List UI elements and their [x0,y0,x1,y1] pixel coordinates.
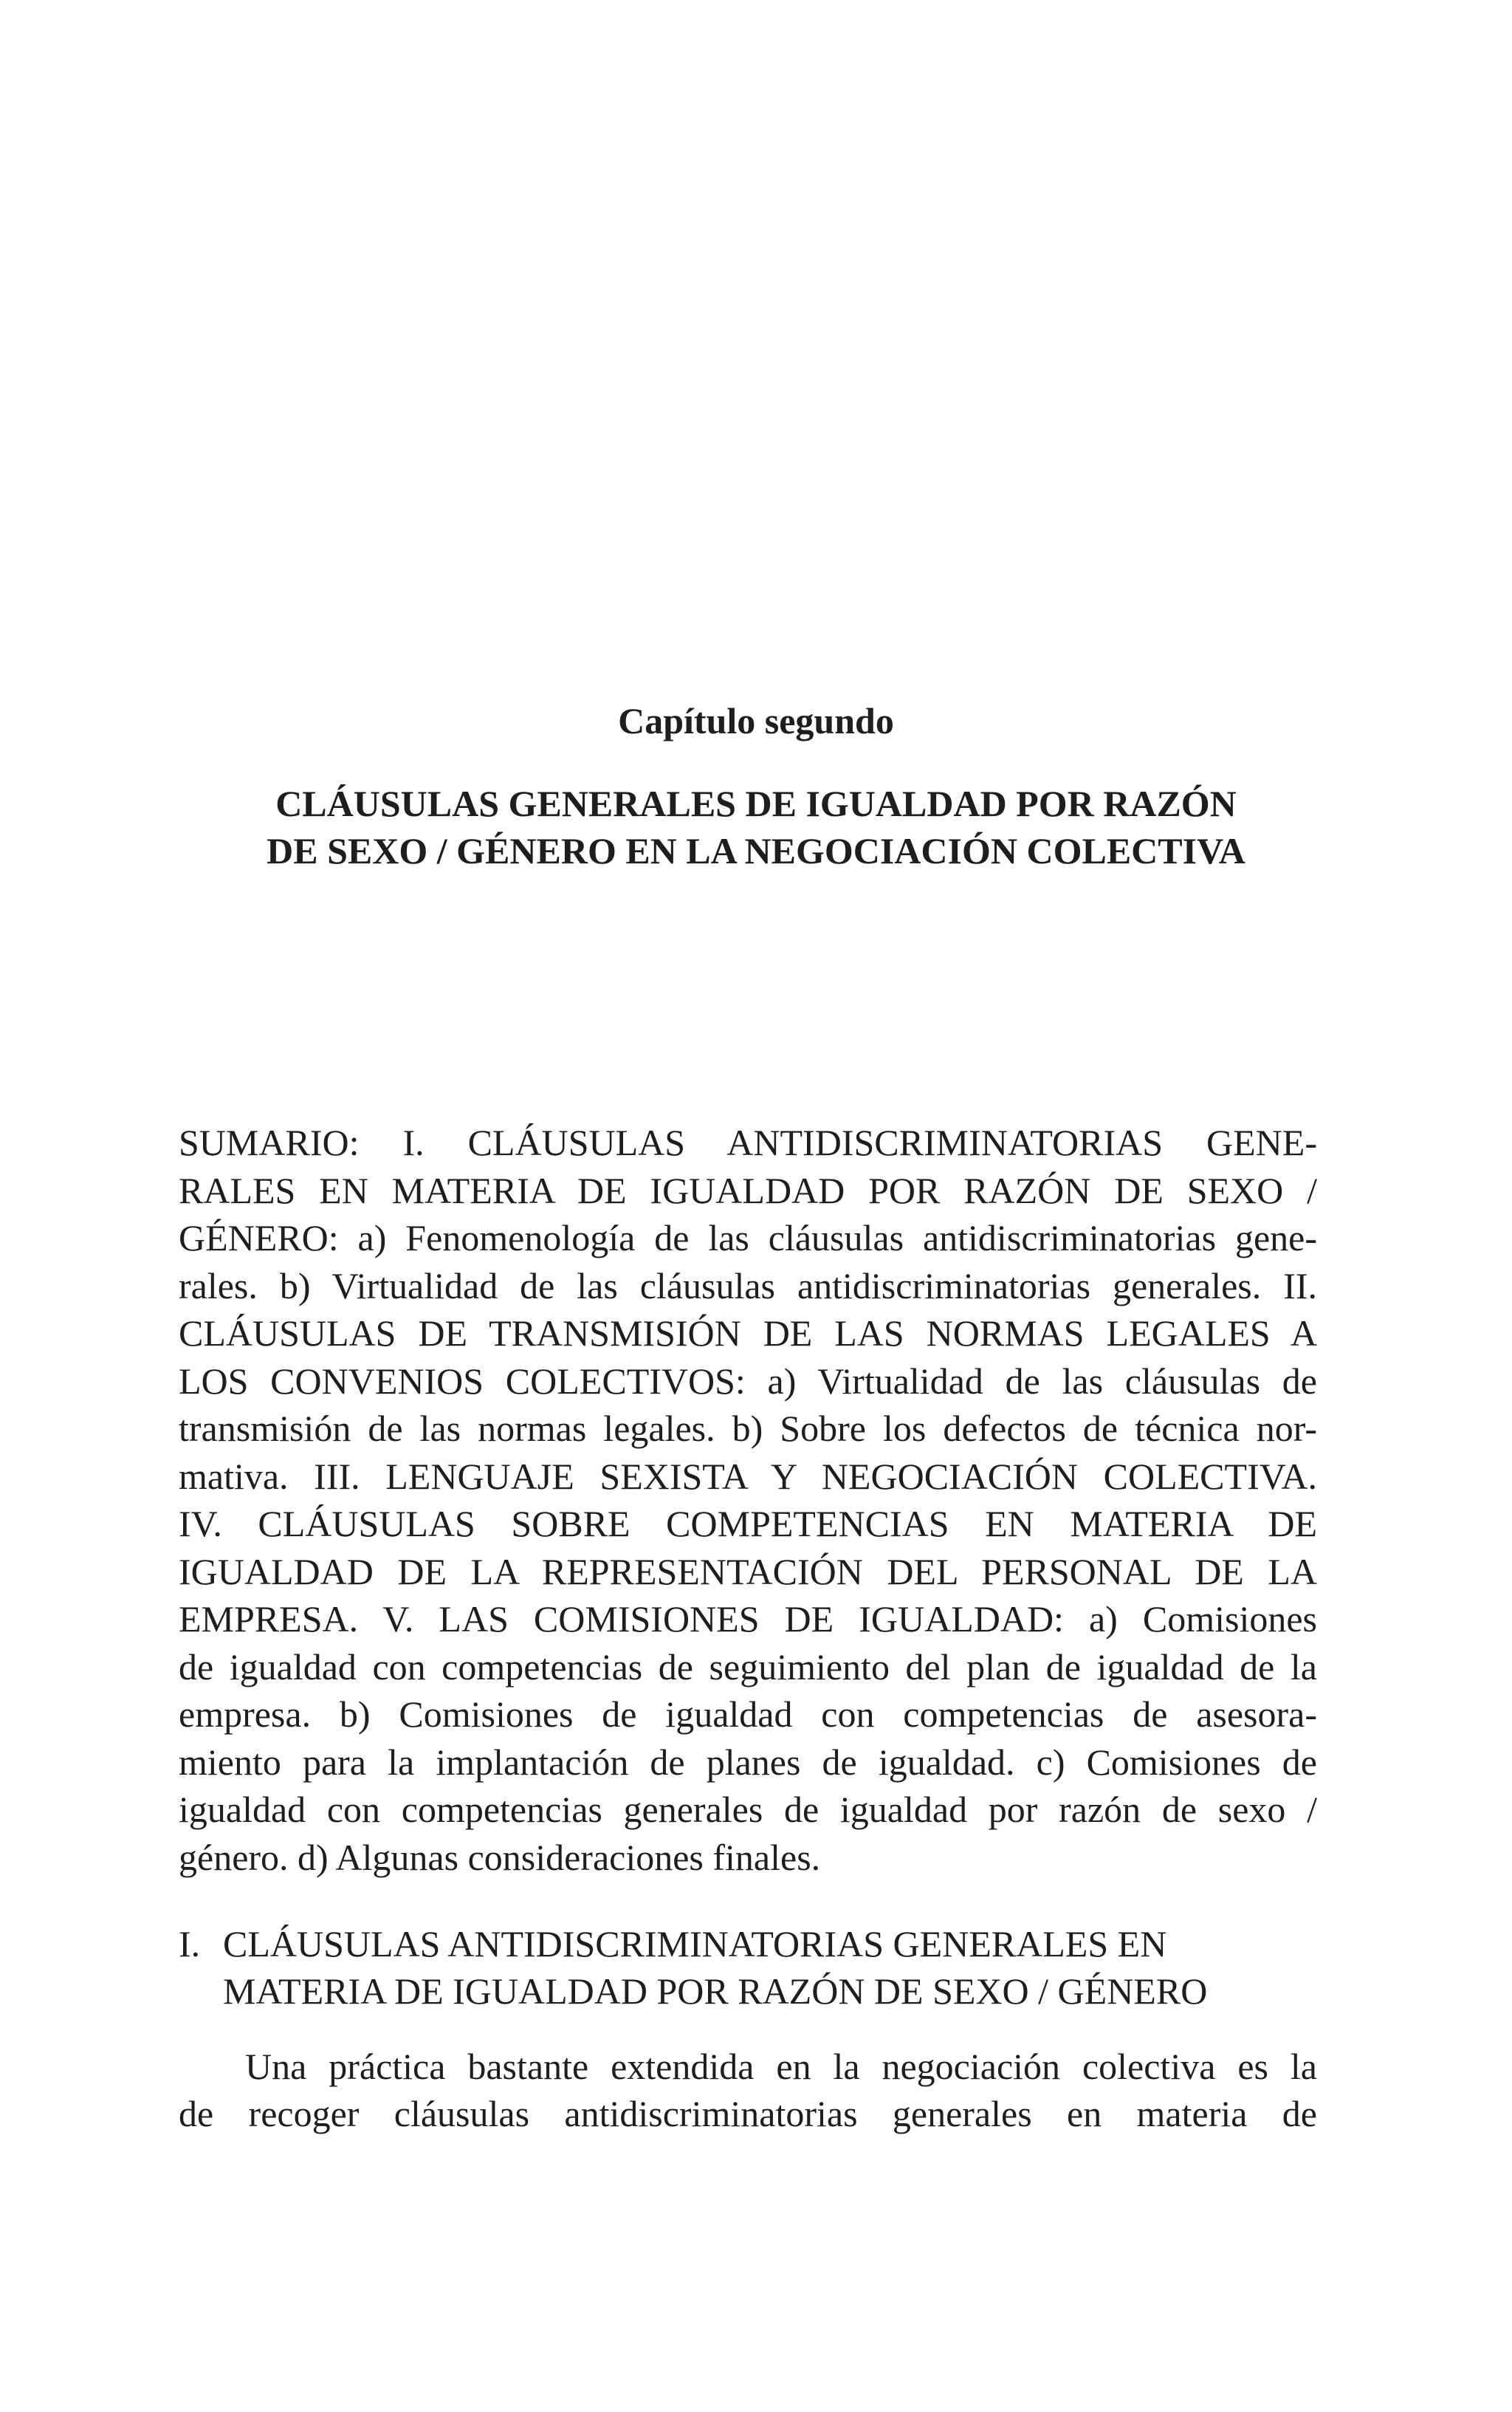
summary-line: CLÁUSULAS DE TRANSMISIÓN DE LAS NORMAS LEGALES A [179,1312,1317,1354]
chapter-title [0,780,1512,874]
chapter-title-line: CLÁUSULAS GENERALES DE IGUALDAD POR RAZÓN [275,783,1237,824]
summary-block [179,1119,1317,1881]
summary-line: mativa. III. LENGUAJE SEXISTA Y NEGOCIACIÓN COLECTIVA. [179,1455,1317,1497]
summary-line: empresa. b) Comisiones de igualdad con competencias de asesora- [179,1693,1317,1735]
chapter-label: Capítulo segundo [618,700,894,741]
body-line: de recoger cláusulas antidiscriminatorias generales en materia de [179,2093,1317,2134]
section-heading-line [179,1920,1330,1967]
section-title-text: CLÁUSULAS ANTIDISCRIMINATORIAS GENERALES EN [223,1923,1167,1964]
summary-line: LOS CONVENIOS COLECTIVOS: a) Virtualidad de las cláusulas de [179,1360,1317,1402]
section-heading [179,1920,1330,2015]
summary-line: GÉNERO: a) Fenomenología de las cláusulas antidiscriminatorias gene- [179,1217,1317,1258]
summary-line: igualdad con competencias generales de igualdad por razón de sexo / [179,1789,1317,1830]
section-number: I. [179,1923,201,1964]
summary-line: transmisión de las normas legales. b) Sobre los defectos de técnica nor- [179,1408,1317,1449]
summary-line: miento para la implantación de planes de igualdad. c) Comisiones de [179,1741,1317,1783]
summary-line: SUMARIO: I. CLÁUSULAS ANTIDISCRIMINATORIAS GENE- [179,1122,1317,1163]
summary-line: EMPRESA. V. LAS COMISIONES DE IGUALDAD: a) Comisiones [179,1598,1317,1640]
summary-line: IV. CLÁUSULAS SOBRE COMPETENCIAS EN MATERIA DE [179,1503,1317,1544]
summary-line: IGUALDAD DE LA REPRESENTACIÓN DEL PERSONAL DE LA [179,1550,1317,1592]
chapter-title-line: DE SEXO / GÉNERO EN LA NEGOCIACIÓN COLECTIVA [267,830,1245,871]
summary-line: rales. b) Virtualidad de las cláusulas antidiscriminatorias generales. II. [179,1264,1317,1306]
summary-line: género. d) Algunas consideraciones finales. [179,1836,821,1878]
summary-line: RALES EN MATERIA DE IGUALDAD POR RAZÓN DE SEXO / [179,1169,1317,1211]
summary-line: de igualdad con competencias de seguimiento del plan de igualdad de la [179,1645,1317,1688]
section-heading-line: MATERIA DE IGUALDAD POR RAZÓN DE SEXO / GÉNERO [223,1970,1208,2012]
body-line: Una práctica bastante extendida en la negociación colectiva es la [245,2046,1317,2087]
body-paragraph [179,2043,1317,2137]
